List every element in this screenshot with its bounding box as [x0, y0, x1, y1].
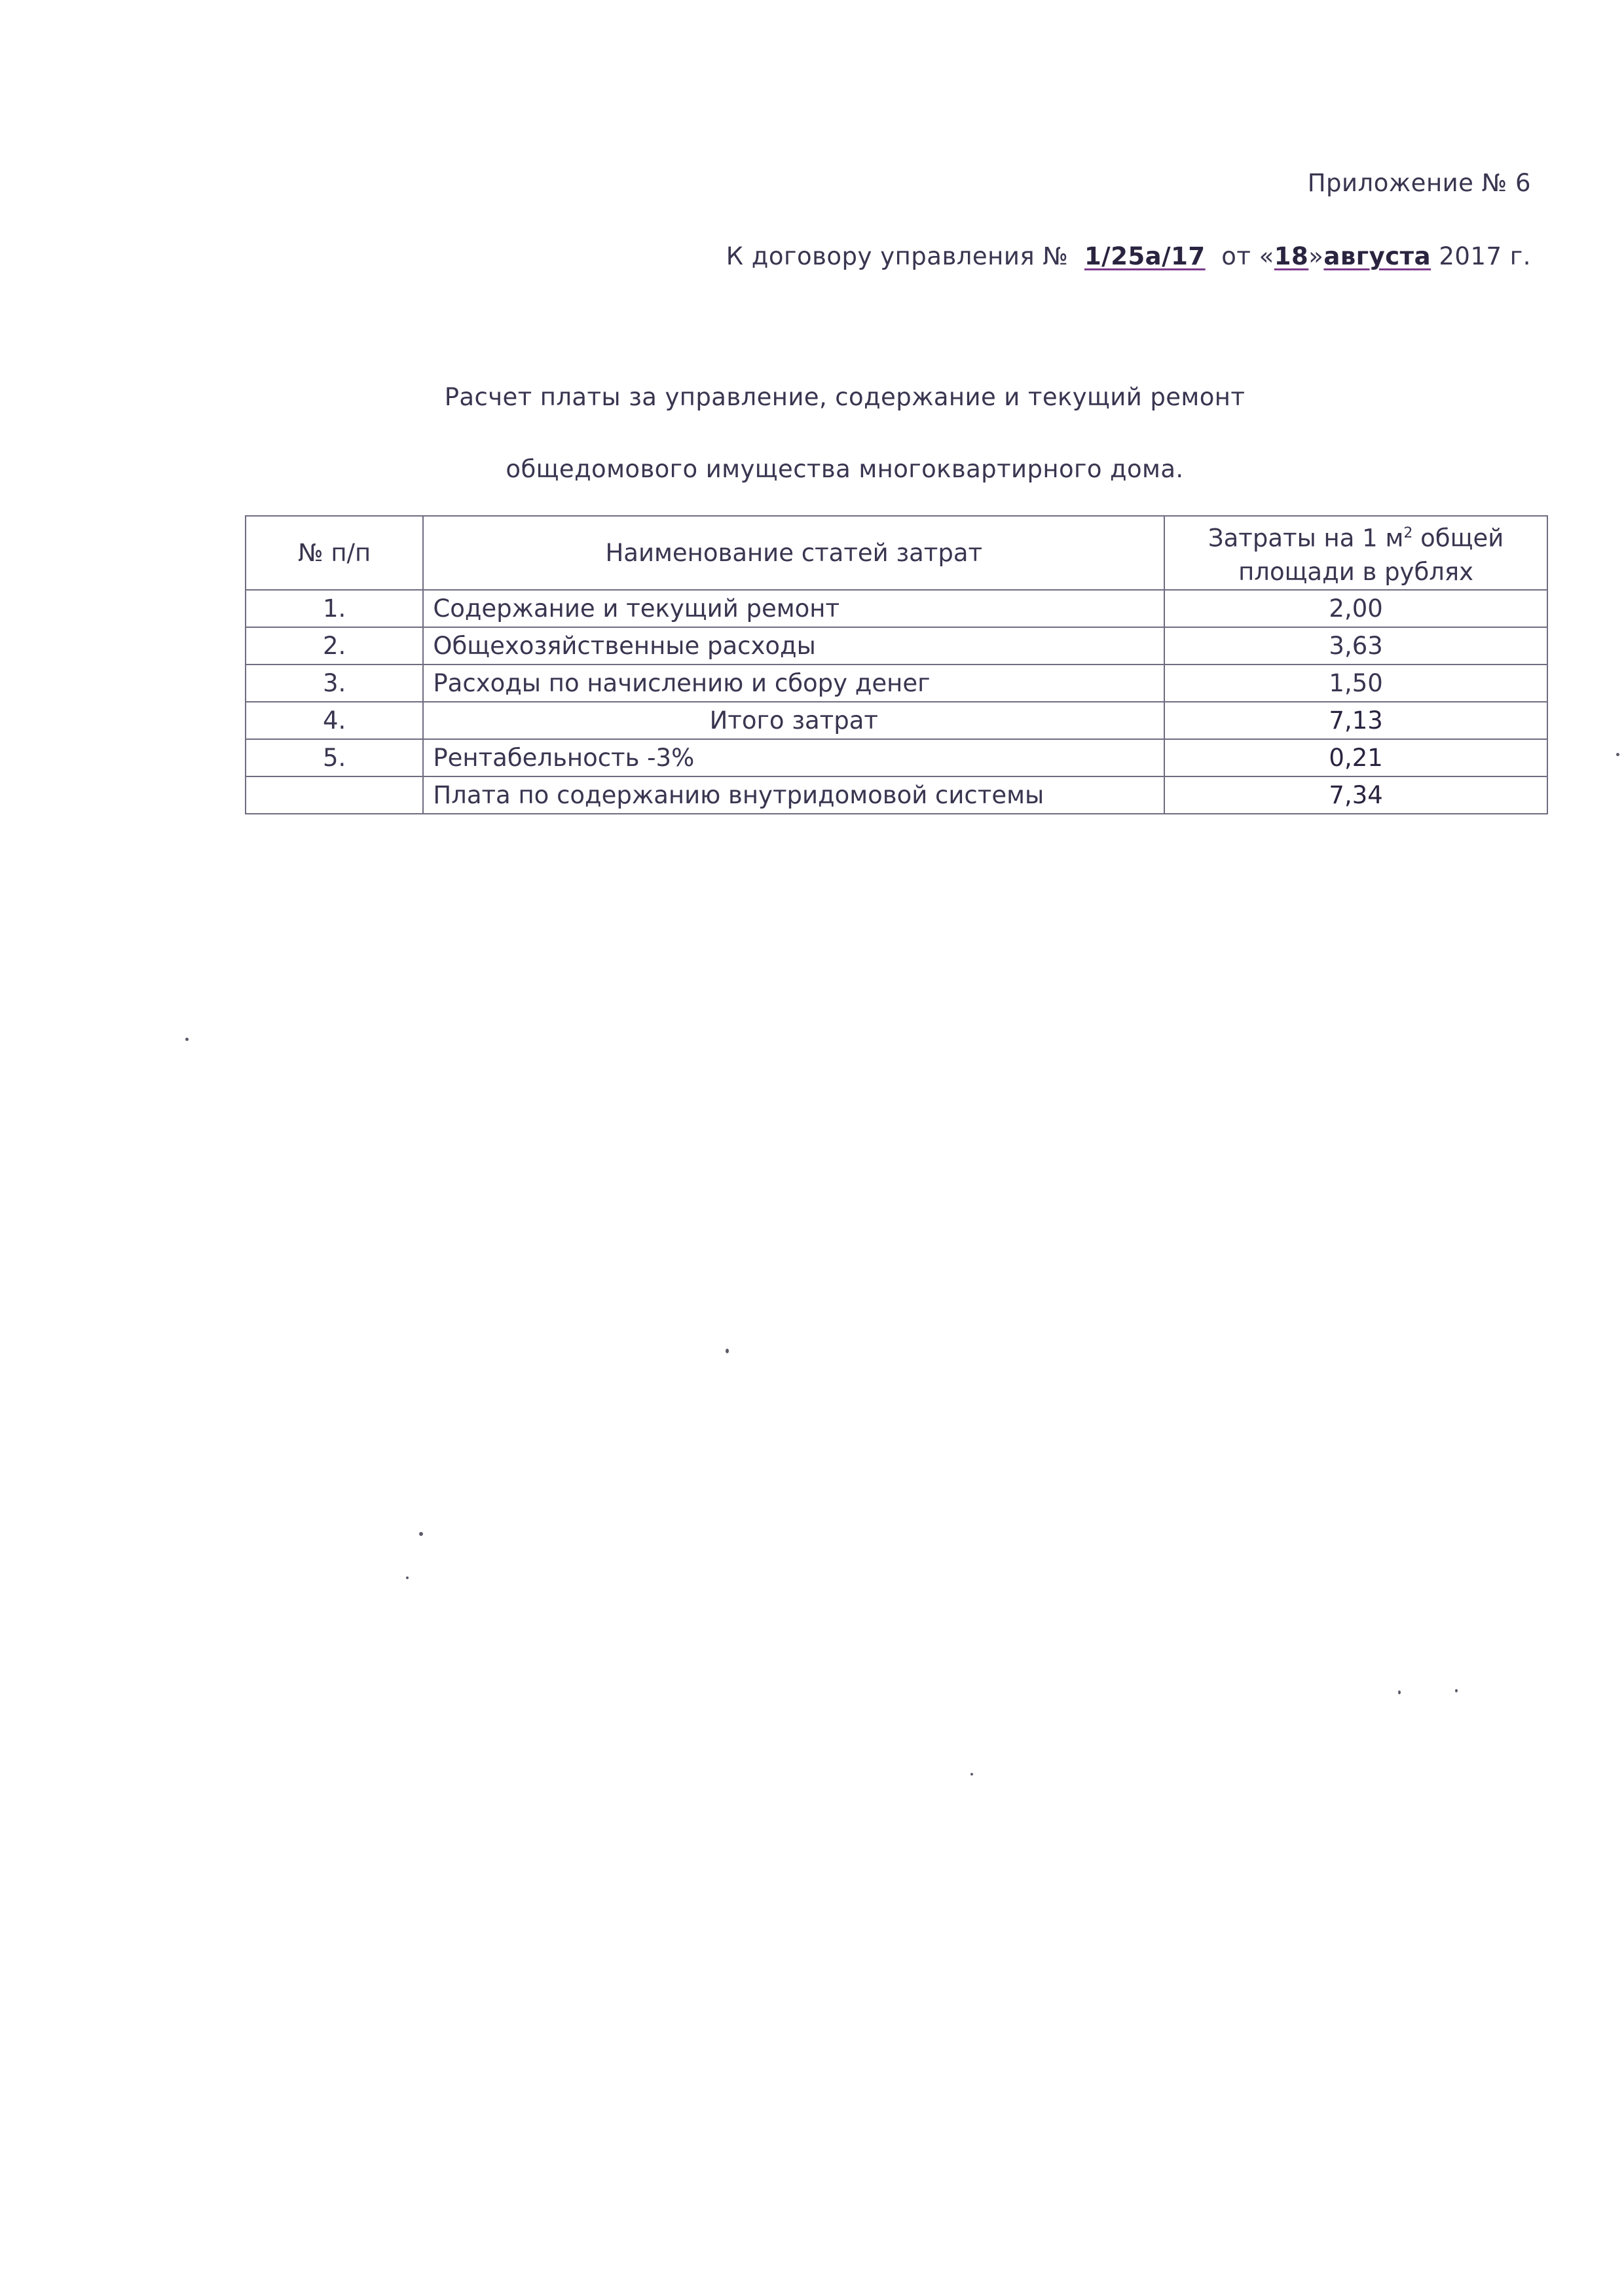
document-title-line-2: общедомового имущества многоквартирного дома.: [506, 455, 1184, 483]
header-name: Наименование статей затрат: [423, 516, 1164, 590]
contract-prefix: К договору управления №: [726, 242, 1069, 270]
scan-speck: [970, 1773, 973, 1776]
header-cost: [1164, 516, 1547, 590]
contract-day: 18: [1274, 242, 1309, 270]
header-cost-line1: Затраты на 1 м: [1208, 524, 1404, 553]
row-num: 3.: [246, 665, 423, 702]
table-row-final: [246, 776, 1547, 814]
row-name: Расходы по начислению и сбору денег: [423, 665, 1164, 702]
contract-day-close: »: [1308, 242, 1324, 270]
row-cost: 7,34: [1164, 776, 1547, 814]
scan-speck: [726, 1349, 729, 1353]
row-num: 4.: [246, 702, 423, 739]
row-num: [246, 776, 423, 814]
table-row: [246, 665, 1547, 702]
scan-speck: [1398, 1690, 1401, 1694]
contract-month: августа: [1323, 242, 1431, 270]
contract-from: от «: [1221, 242, 1274, 270]
header-cost-sup: 2: [1403, 525, 1413, 541]
row-name: Общехозяйственные расходы: [423, 627, 1164, 665]
row-name: Рентабельность -3%: [423, 739, 1164, 776]
row-cost: 0,21: [1164, 739, 1547, 776]
contract-year: 2017 г.: [1439, 242, 1531, 270]
row-cost: 7,13: [1164, 702, 1547, 739]
row-cost: 3,63: [1164, 627, 1547, 665]
scan-speck: [1616, 753, 1619, 756]
scan-speck: [1455, 1689, 1458, 1692]
table-row: [246, 590, 1547, 627]
row-cost: 2,00: [1164, 590, 1547, 627]
row-name: Итого затрат: [423, 702, 1164, 739]
header-cost-line2: площади в рублях: [1238, 558, 1474, 587]
contract-reference: [726, 242, 1531, 270]
header-num: № п/п: [246, 516, 423, 590]
cost-table: [245, 515, 1548, 814]
row-num: 1.: [246, 590, 423, 627]
table-row: [246, 739, 1547, 776]
row-num: 2.: [246, 627, 423, 665]
contract-number: 1/25а/17: [1084, 242, 1206, 270]
table-header-row: [246, 516, 1547, 590]
table-row: [246, 627, 1547, 665]
annex-label: Приложение № 6: [1307, 169, 1531, 197]
scan-speck: [419, 1532, 423, 1536]
table-row-total: [246, 702, 1547, 739]
row-name: Содержание и текущий ремонт: [423, 590, 1164, 627]
header-cost-line1-end: общей: [1412, 524, 1504, 553]
scan-speck: [185, 1038, 189, 1041]
document-title-line-1: Расчет платы за управление, содержание и текущий ремонт: [444, 383, 1246, 411]
scan-speck: [406, 1576, 409, 1579]
row-cost: 1,50: [1164, 665, 1547, 702]
row-name: Плата по содержанию внутридомовой системы: [423, 776, 1164, 814]
row-num: 5.: [246, 739, 423, 776]
